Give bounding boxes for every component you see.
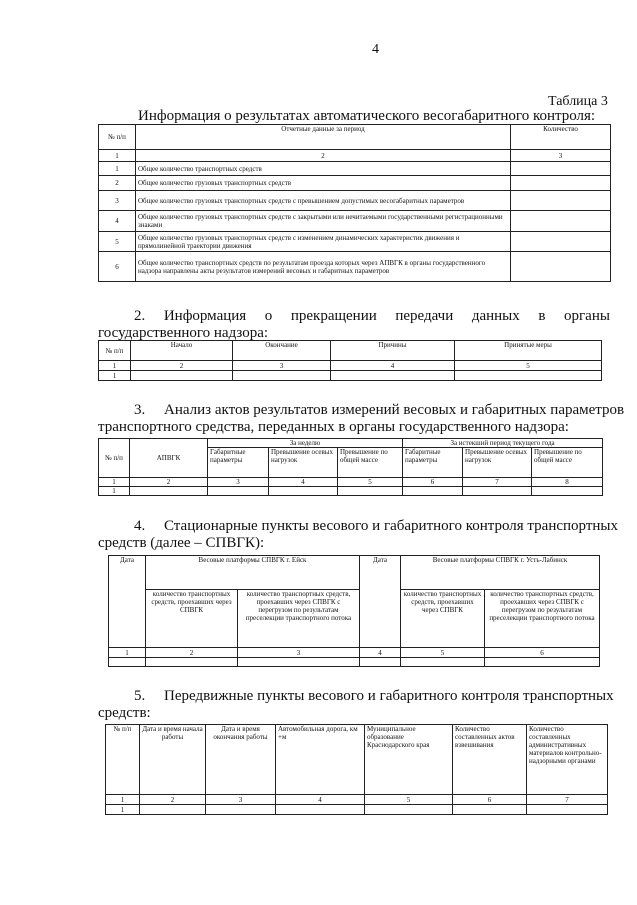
sub-header: Превышение по общей массе: [338, 448, 403, 478]
row-text: Общее количество грузовых транспортных средств с изменением динамических характеристик движения и прямолинейной траектории движения: [136, 232, 511, 252]
table-cell: [131, 371, 233, 381]
table-row: [99, 211, 611, 232]
index-cell: 5: [401, 648, 485, 658]
index-cell: 4: [269, 478, 338, 487]
col-header: Дата и время начала работы: [140, 725, 206, 795]
sub-header: Габаритные параметры: [208, 448, 269, 478]
section2-heading: 2. Информация о прекращении передачи данных в органы государственного надзора:: [98, 308, 610, 341]
table-row: [99, 191, 611, 211]
table-cell: [140, 805, 206, 815]
table-row: [99, 371, 602, 381]
sub-header: Превышение по общей массе: [532, 448, 603, 478]
sub-header-overload: количество транспортных средств, проехавших через СПВГК с перегрузом по результатам преселекции транспортного потока: [238, 590, 360, 648]
col-header-num: № п/п: [99, 125, 136, 150]
table-cell: [130, 487, 208, 496]
table-cell: [276, 805, 365, 815]
index-cell: 5: [365, 795, 453, 805]
table-row: [99, 487, 603, 496]
index-cell: 4: [360, 648, 401, 658]
index-cell: 3: [206, 795, 276, 805]
table-cell: [338, 487, 403, 496]
col-header: Муниципальное образование Краснодарского края: [365, 725, 453, 795]
section5-table: [105, 724, 608, 815]
index-cell: 7: [463, 478, 532, 487]
table-cell: [401, 658, 485, 667]
col-header: Количество составленных административных материалов контрольно-надзорными органами: [527, 725, 608, 795]
index-cell: 1: [109, 648, 146, 658]
table-row: [99, 162, 611, 176]
table-cell: [360, 658, 401, 667]
section5-heading: 5. Передвижные пункты весового и габаритного контроля транспортных средств:: [98, 688, 614, 721]
col-header: Начало: [131, 341, 233, 361]
index-cell: 2: [130, 478, 208, 487]
index-cell: 1: [99, 361, 131, 371]
table-cell: [485, 658, 600, 667]
col-header-date: Дата: [360, 556, 401, 648]
page-number: 4: [372, 42, 379, 57]
index-cell: 6: [403, 478, 463, 487]
table-cell: [463, 487, 532, 496]
col-header: № п/п: [99, 341, 131, 361]
row-value: [511, 211, 611, 232]
index-cell: 8: [532, 478, 603, 487]
table-cell: [233, 371, 331, 381]
section4-table: [108, 555, 600, 667]
group-period: За истекший период текущего года: [403, 439, 603, 448]
table-row: [109, 658, 600, 667]
index-cell: 1: [99, 150, 136, 162]
index-cell: 1: [99, 478, 130, 487]
col-header: Окончание: [233, 341, 331, 361]
table-row: [99, 232, 611, 252]
index-cell: 4: [331, 361, 455, 371]
row-number: 4: [99, 211, 136, 232]
section-number: 3.: [134, 402, 146, 418]
row-text: Общее количество грузовых транспортных средств: [136, 176, 511, 191]
row-value: [511, 232, 611, 252]
index-cell: 5: [455, 361, 602, 371]
index-cell: 6: [485, 648, 600, 658]
sub-header: Габаритные параметры: [403, 448, 463, 478]
row-number: 1: [99, 371, 131, 381]
col-header: Принятые меры: [455, 341, 602, 361]
table3-title: Информация о результатах автоматического весогабаритного контроля:: [138, 108, 596, 124]
col-header-num: № п/п: [99, 439, 130, 478]
row-number: 5: [99, 232, 136, 252]
index-cell: 5: [338, 478, 403, 487]
table-row: [106, 805, 608, 815]
sub-header-overload: количество транспортных средств, проехавших через СПВГК с перегрузом по результатам преселекции транспортного потока: [485, 590, 600, 648]
table-row: [99, 176, 611, 191]
section-number: 4.: [134, 518, 146, 534]
table-cell: [403, 487, 463, 496]
index-cell: 3: [238, 648, 360, 658]
col-header: Причины: [331, 341, 455, 361]
index-cell: 2: [140, 795, 206, 805]
index-cell: 7: [527, 795, 608, 805]
sub-header-count: количество транспортных средств, проехавших через СПВГК: [401, 590, 485, 648]
table-cell: [109, 658, 146, 667]
table-cell: [238, 658, 360, 667]
index-cell: 2: [136, 150, 511, 162]
sub-header: Превышение осевых нагрузок: [463, 448, 532, 478]
section-number: 5.: [134, 688, 146, 704]
row-value: [511, 252, 611, 282]
table-cell: [206, 805, 276, 815]
section-number: 2.: [134, 308, 146, 324]
col-header: № п/п: [106, 725, 140, 795]
row-text: Общее количество грузовых транспортных средств с закрытыми или нечитаемыми государственными регистрационными знаками: [136, 211, 511, 232]
index-cell: 1: [106, 795, 140, 805]
index-cell: 4: [276, 795, 365, 805]
col-header: Дата и время окончания работы: [206, 725, 276, 795]
row-value: [511, 162, 611, 176]
table-cell: [331, 371, 455, 381]
table-cell: [453, 805, 527, 815]
table-cell: [146, 658, 238, 667]
col-header-date: Дата: [109, 556, 146, 648]
row-value: [511, 176, 611, 191]
group-week: За неделю: [208, 439, 403, 448]
col-header: Автомобильная дорога, км +м: [276, 725, 365, 795]
index-cell: 2: [146, 648, 238, 658]
col-header-count: Количество: [511, 125, 611, 150]
row-value: [511, 191, 611, 211]
row-text: Общее количество транспортных средств: [136, 162, 511, 176]
col-header-data: Отчетные данные за период: [136, 125, 511, 150]
index-cell: 3: [233, 361, 331, 371]
section2-table: [98, 340, 602, 381]
table-cell: [455, 371, 602, 381]
table-row: [99, 252, 611, 282]
table-cell: [527, 805, 608, 815]
index-cell: 2: [131, 361, 233, 371]
row-number: 1: [106, 805, 140, 815]
table-cell: [532, 487, 603, 496]
section4-heading: 4. Стационарные пункты весового и габаритного контроля транспортных средств (далее – СПВГК):: [98, 518, 618, 551]
row-number: 1: [99, 162, 136, 176]
sub-header-count: количество транспортных средств, проехавших через СПВГК: [146, 590, 238, 648]
group-eysk: Весовые платформы СПВГК г. Ейск: [146, 556, 360, 590]
row-number: 2: [99, 176, 136, 191]
row-text: Общее количество транспортных средств по результатам проезда которых через АПВГК в органы государственного надзора направлены акты результатов измерений весовых и габаритных параметров: [136, 252, 511, 282]
table-cell: [269, 487, 338, 496]
row-number: 3: [99, 191, 136, 211]
table3: [98, 124, 611, 282]
row-number: 1: [99, 487, 130, 496]
index-cell: 3: [208, 478, 269, 487]
group-ust-labinsk: Весовые платформы СПВГК г. Усть-Лабинск: [401, 556, 600, 590]
table-label: Таблица 3: [548, 94, 608, 109]
index-cell: 3: [511, 150, 611, 162]
row-text: Общее количество грузовых транспортных средств с превышением допустимых весогабаритных параметров: [136, 191, 511, 211]
sub-header: Превышение осевых нагрузок: [269, 448, 338, 478]
table-cell: [208, 487, 269, 496]
col-header-apvgk: АПВГК: [130, 439, 208, 478]
row-number: 6: [99, 252, 136, 282]
col-header: Количество составленных актов взвешивания: [453, 725, 527, 795]
section3-heading: 3. Анализ актов результатов измерений весовых и габаритных параметров транспортного средства, переданных в органы государственного надзора:: [98, 402, 625, 435]
table-cell: [365, 805, 453, 815]
section3-table: [98, 438, 603, 496]
index-cell: 6: [453, 795, 527, 805]
